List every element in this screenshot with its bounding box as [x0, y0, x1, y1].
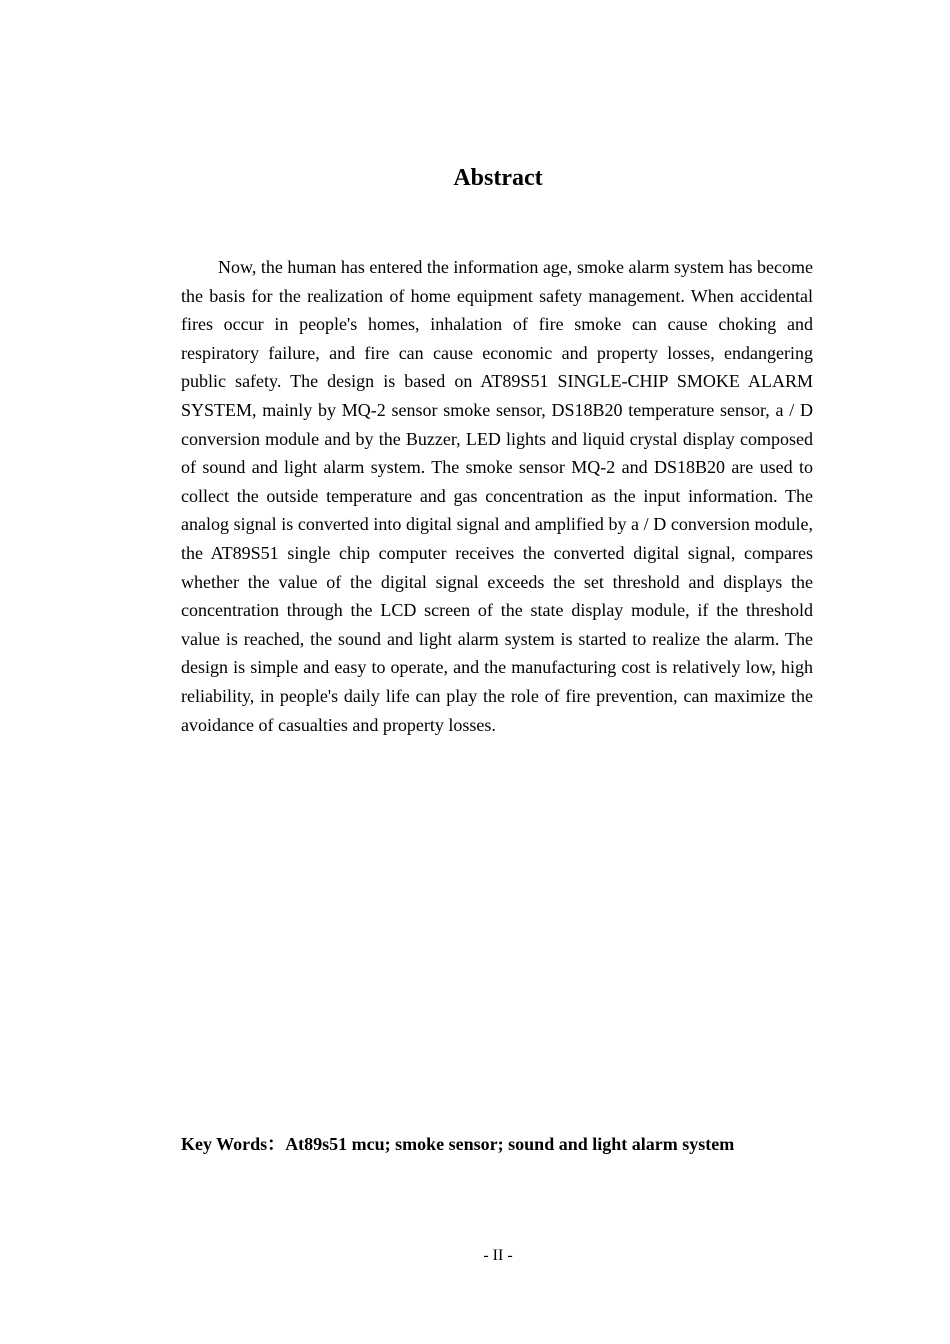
keywords-line	[181, 1131, 821, 1157]
abstract-title: Abstract	[453, 165, 543, 191]
abstract-body: Now, the human has entered the information age, smoke alarm system has become the basis for the realization of home equipment safety management. When accidental fires occur in people's homes, inhalation of fire smoke can cause choking and respiratory failure, and fire can cause economic and property losses, endangering public safety. The design is based on AT89S51 SINGLE-CHIP SMOKE ALARM SYSTEM, mainly by MQ-2 sensor smoke sensor, DS18B20 temperature sensor, a / D conversion module and by the Buzzer, LED lights and liquid crystal display composed of sound and light alarm system. The smoke sensor MQ-2 and DS18B20 are used to collect the outside temperature and gas concentration as the input information. The analog signal is converted into digital signal and amplified by a / D conversion module, the AT89S51 single chip computer receives the converted digital signal, compares whether the value of the digital signal exceeds the set threshold and displays the concentration through the LCD screen of the state display module, if the threshold value is reached, the sound and light alarm system is started to realize the alarm. The design is simple and easy to operate, and the manufacturing cost is relatively low, high reliability, in people's daily life can play the role of fire prevention, can maximize the avoidance of casualties and property losses.	[181, 257, 813, 735]
page-number: - II -	[483, 1247, 513, 1264]
keywords-label: Key Words：	[181, 1134, 286, 1154]
keywords-text: At89s51 mcu; smoke sensor; sound and light alarm system	[285, 1134, 735, 1154]
